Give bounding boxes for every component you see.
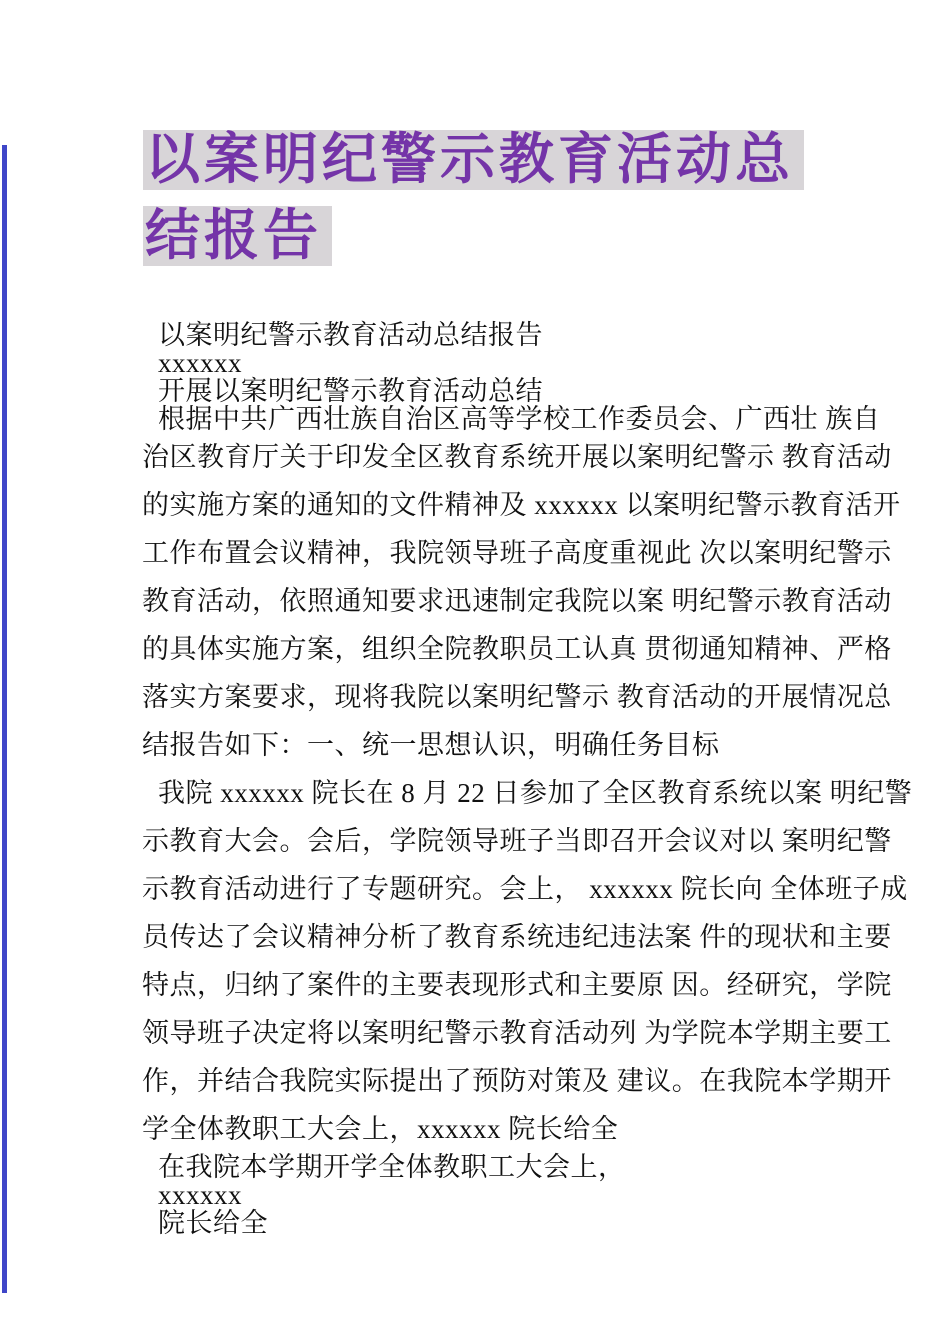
- text-line: 工作布置会议精神，我院领导班子高度重视此 次以案明纪警示: [142, 538, 892, 568]
- text-line: xxxxxx: [158, 348, 242, 378]
- text-line: 员传达了会议精神分析了教育系统违纪违法案 件的现状和主要: [142, 922, 892, 952]
- text-line: 教育活动，依照通知要求迅速制定我院以案 明纪警示教育活动: [142, 586, 892, 616]
- document-body: [142, 320, 913, 1238]
- text-line: xxxxxx: [158, 1180, 242, 1210]
- text-line: 我院 xxxxxx 院长在 8 月 22 日参加了全区教育系统以案 明纪警: [158, 778, 913, 808]
- text-line: 院长给全: [158, 1208, 268, 1238]
- text-line: 示教育活动进行了专题研究。会上， xxxxxx 院长向 全体班子成: [142, 874, 908, 904]
- document-title-line-2: 结报告: [143, 206, 332, 266]
- text-line: 的具体实施方案，组织全院教职员工认真 贯彻通知精神、严格: [142, 634, 892, 664]
- document-title: [143, 130, 804, 282]
- left-accent-stripe: [2, 145, 7, 1293]
- document-title-line-1: 以案明纪警示教育活动总: [143, 130, 804, 190]
- text-line: 在我院本学期开学全体教职工大会上，: [158, 1152, 626, 1182]
- text-line: 领导班子决定将以案明纪警示教育活动列 为学院本学期主要工: [142, 1018, 892, 1048]
- text-line: 落实方案要求，现将我院以案明纪警示 教育活动的开展情况总: [142, 682, 892, 712]
- text-line: 根据中共广西壮族自治区高等学校工作委员会、广西壮 族自: [158, 404, 881, 434]
- text-line: 结报告如下：一、统一思想认识，明确任务目标: [142, 730, 720, 760]
- text-line: 示教育大会。会后，学院领导班子当即召开会议对以 案明纪警: [142, 826, 892, 856]
- text-line: 学全体教职工大会上，xxxxxx 院长给全: [142, 1114, 619, 1144]
- text-line: 治区教育厅关于印发全区教育系统开展以案明纪警示 教育活动: [142, 442, 892, 472]
- text-line: 作，并结合我院实际提出了预防对策及 建议。在我院本学期开: [142, 1066, 892, 1096]
- text-line: 以案明纪警示教育活动总结报告: [158, 320, 543, 350]
- text-line: 特点，归纳了案件的主要表现形式和主要原 因。经研究，学院: [142, 970, 892, 1000]
- text-line: 开展以案明纪警示教育活动总结: [158, 376, 543, 406]
- text-line: 的实施方案的通知的文件精神及 xxxxxx 以案明纪警示教育活开: [142, 490, 901, 520]
